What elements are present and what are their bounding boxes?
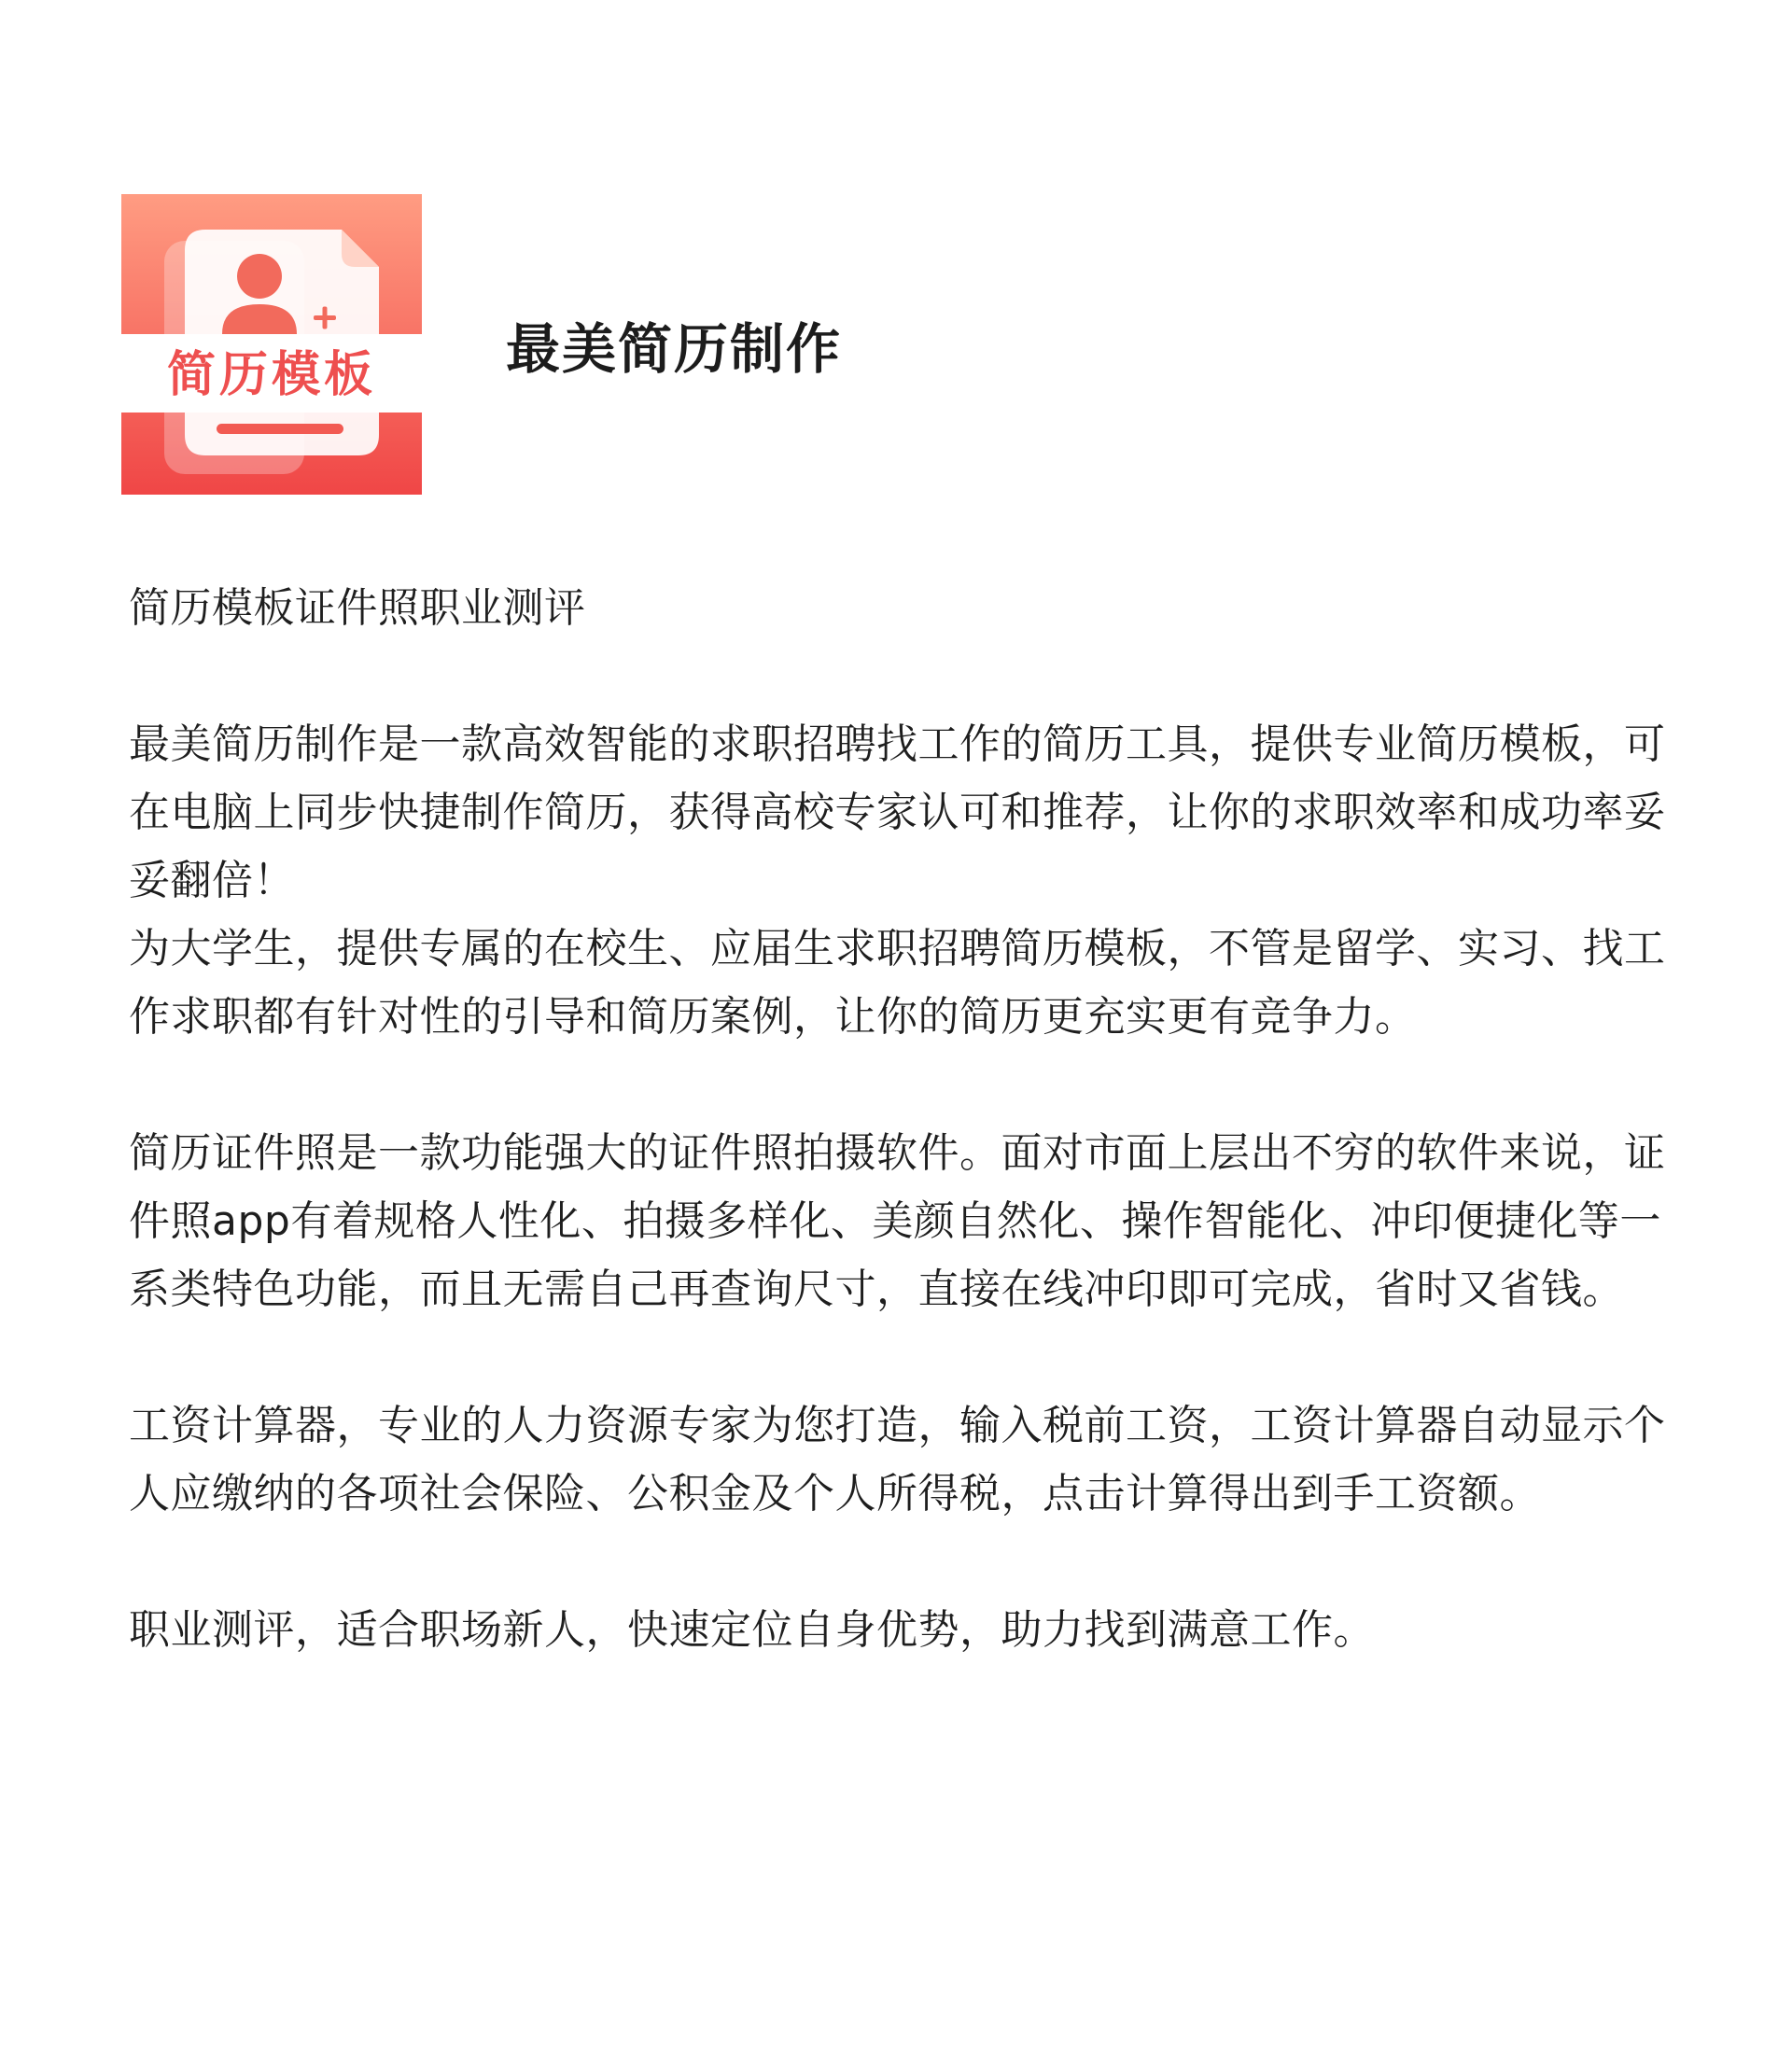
resume-document-icon: [121, 194, 422, 495]
paragraph-resume-maker: 最美简历制作是一款高效智能的求职招聘找工作的简历工具，提供专业简历模板，可在电脑上同步快捷制作简历，获得高校专家认可和推荐，让你的求职效率和成功率妥妥翻倍！: [129, 720, 1666, 904]
app-description: [129, 574, 1669, 1664]
paragraph-career-assessment: 职业测评，适合职场新人，快速定位自身优势，助力找到满意工作。: [129, 1606, 1375, 1654]
icon-label: 简历模板: [166, 346, 377, 403]
paragraph-salary-calculator: 工资计算器，专业的人力资源专家为您打造，输入税前工资，工资计算器自动显示个人应缴纳的各项社会保险、公积金及个人所得税，点击计算得出到手工资额。: [129, 1402, 1666, 1518]
paragraph-student-templates: 为大学生，提供专属的在校生、应届生求职招聘简历模板，不管是留学、实习、找工作求职都有针对性的引导和简历案例，让你的简历更充实更有竞争力。: [129, 925, 1666, 1041]
app-header: [121, 194, 842, 495]
subtitle: 简历模板证件照职业测评: [129, 584, 586, 632]
paragraph-id-photo: 简历证件照是一款功能强大的证件照拍摄软件。面对市面上层出不穷的软件来说，证件照app有着规格人性化、拍摄多样化、美颜自然化、操作智能化、冲印便捷化等一系类特色功能，而且无需自己再查询尺寸，直接在线冲印即可完成，省时又省钱。: [129, 1129, 1666, 1313]
app-name: 最美简历制作: [506, 317, 843, 381]
